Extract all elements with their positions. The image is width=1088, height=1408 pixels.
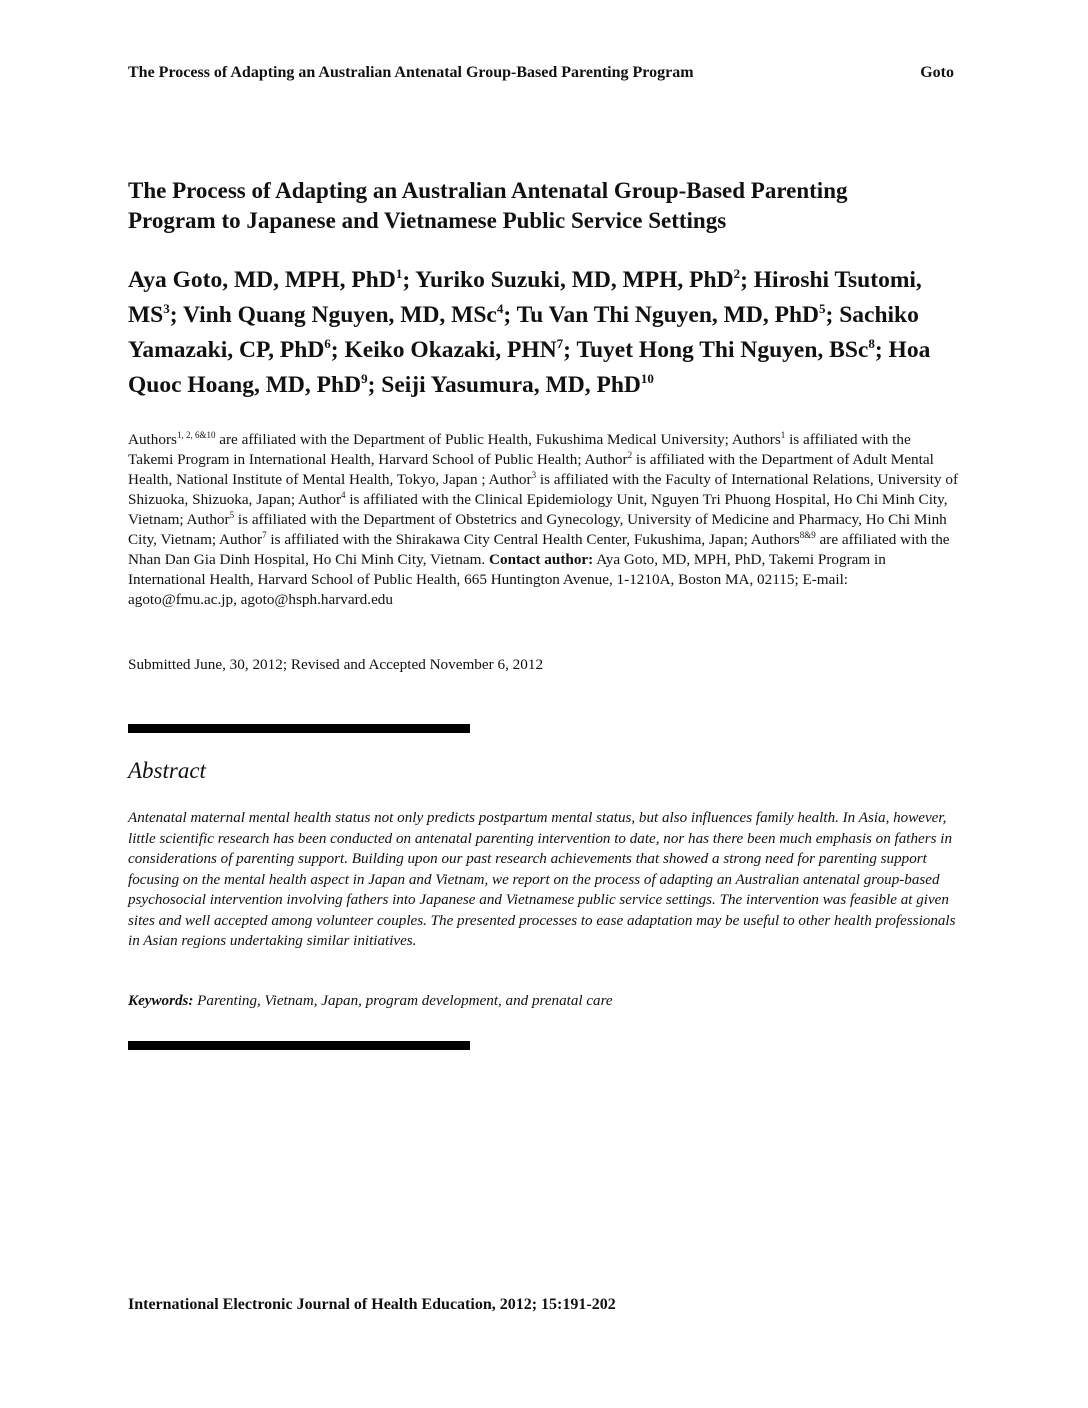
affil-sup: 2 — [627, 450, 633, 460]
journal-citation: International Electronic Journal of Health Education, 2012; 15:191-202 — [128, 1296, 616, 1313]
author-affiliation-number: 9 — [361, 371, 368, 386]
author-separator: ; — [503, 302, 517, 328]
affil-sup: 8&9 — [799, 530, 816, 540]
author-separator: ; — [169, 302, 184, 328]
affil-text: is affiliated with the Takemi Program in International Health, Harvard School of Public Health; Author — [128, 431, 911, 468]
divider-rule — [128, 724, 470, 733]
affil-sup: 1, 2, 6&10 — [176, 430, 216, 440]
divider-rule — [128, 1041, 470, 1050]
author-name: Vinh Quang Nguyen, MD, MSc — [183, 302, 497, 328]
keywords-text: Parenting, Vietnam, Japan, program development, and prenatal care — [193, 993, 613, 1009]
author-affiliation-number: 3 — [163, 301, 170, 316]
author-affiliation-number: 7 — [556, 336, 564, 351]
author-affiliation-number: 8 — [868, 336, 875, 351]
author-name: Yuriko Suzuki, MD, MPH, PhD — [415, 267, 734, 293]
affil-text: are affiliated with the Nhan Dan Gia Dinh Hospital, Ho Chi Minh City, Vietnam. — [128, 531, 950, 568]
paper-title-line-1: The Process of Adapting an Australian Antenatal Group-Based Parenting — [128, 178, 848, 203]
abstract-body: Antenatal maternal mental health status not only predicts postpartum mental status, but also influences family health. In Asia, however, little scientific research has been conducted on antenatal parenting intervention to date, nor has there been much emphasis on fathers in considerations of parenting support. Building upon our past research achievements that showed a strong need for parenting support focusing on the mental health aspect in Japan and Vietnam, we report on the process of adapting an Australian antenatal group-based psychosocial intervention involving fathers into Japanese and Vietnamese public service settings. The intervention was feasible at given sites and well accepted among volunteer couples. The presented processes to ease adaptation may be useful to other health professionals in Asian regions undertaking similar initiatives. — [128, 810, 956, 949]
author-name: Hoa Quoc Hoang, MD, PhD — [128, 337, 931, 398]
author-name: Seiji Yasumura, MD, PhD — [381, 372, 641, 398]
author-separator: ; — [367, 372, 382, 398]
affil-sup: 7 — [262, 530, 267, 540]
keywords-label: Keywords: — [128, 993, 194, 1009]
author-separator: ; — [874, 337, 889, 363]
affil-text: is affiliated with the Faculty of International Relations, University of Shizuoka, Shizuoka, Japan; Author — [128, 471, 958, 508]
keywords — [128, 993, 958, 1010]
paper-title — [128, 176, 958, 236]
author-affiliation-number: 1 — [395, 266, 403, 281]
affil-sup: 5 — [229, 510, 235, 520]
affiliations — [128, 430, 958, 610]
paper-title-line-2: Program to Japanese and Vietnamese Public Service Settings — [128, 208, 727, 233]
affil-text: is affiliated with the Department of Adult Mental Health, National Institute of Mental Health, Tokyo, Japan ; Author — [128, 451, 934, 488]
author-affiliation-number: 10 — [640, 371, 654, 386]
author-name: Keiko Okazaki, PHN — [344, 337, 557, 363]
affil-sup: 4 — [341, 490, 346, 500]
author-affiliation-number: 6 — [324, 336, 331, 351]
affil-sup: 1 — [780, 430, 786, 440]
author-list — [128, 263, 958, 403]
author-separator: ; — [402, 267, 416, 293]
submission-dates: Submitted June, 30, 2012; Revised and Accepted November 6, 2012 — [128, 656, 544, 673]
affil-sup: 3 — [531, 470, 537, 480]
author-name: Aya Goto, MD, MPH, PhD — [128, 267, 396, 293]
running-title: The Process of Adapting an Australian Antenatal Group-Based Parenting Program — [128, 64, 694, 81]
author-name: Tuyet Hong Thi Nguyen, BSc — [576, 337, 869, 363]
author-affiliation-number: 2 — [733, 266, 741, 281]
affil-text: is affiliated with the Clinical Epidemiology Unit, Nguyen Tri Phuong Hospital, Ho Chi Minh City, Vietnam; Author — [128, 491, 948, 528]
author-separator: ; — [740, 267, 754, 293]
author-name: Tu Van Thi Nguyen, MD, PhD — [516, 302, 819, 328]
author-affiliation-number: 5 — [818, 301, 826, 316]
affil-text: is affiliated with the Shirakawa City Central Health Center, Fukushima, Japan; Authors — [266, 531, 800, 548]
affil-text: Authors — [128, 431, 177, 448]
running-author: Goto — [920, 64, 954, 81]
abstract-heading: Abstract — [128, 758, 206, 783]
author-separator: ; — [563, 337, 577, 363]
author-separator: ; — [825, 302, 840, 328]
author-name: Hiroshi Tsutomi, MS — [128, 267, 922, 328]
author-name: Sachiko Yamazaki, CP, PhD — [128, 302, 919, 363]
affil-text: are affiliated with the Department of Public Health, Fukushima Medical University; Authors — [215, 431, 781, 448]
author-affiliation-number: 4 — [496, 301, 504, 316]
author-separator: ; — [330, 337, 345, 363]
affil-text: is affiliated with the Department of Obstetrics and Gynecology, University of Medicine and Pharmacy, Ho Chi Minh City, Vietnam; Author — [128, 511, 947, 548]
contact-author-text: Aya Goto, MD, MPH, PhD, Takemi Program in International Health, Harvard School of Public Health, 665 Huntington Avenue, 1-1210A, Boston MA, 02115; E-mail: agoto@fmu.ac.jp, agoto@hsph.harvard.edu — [128, 551, 886, 608]
contact-author-label: Contact author: — [489, 551, 594, 568]
